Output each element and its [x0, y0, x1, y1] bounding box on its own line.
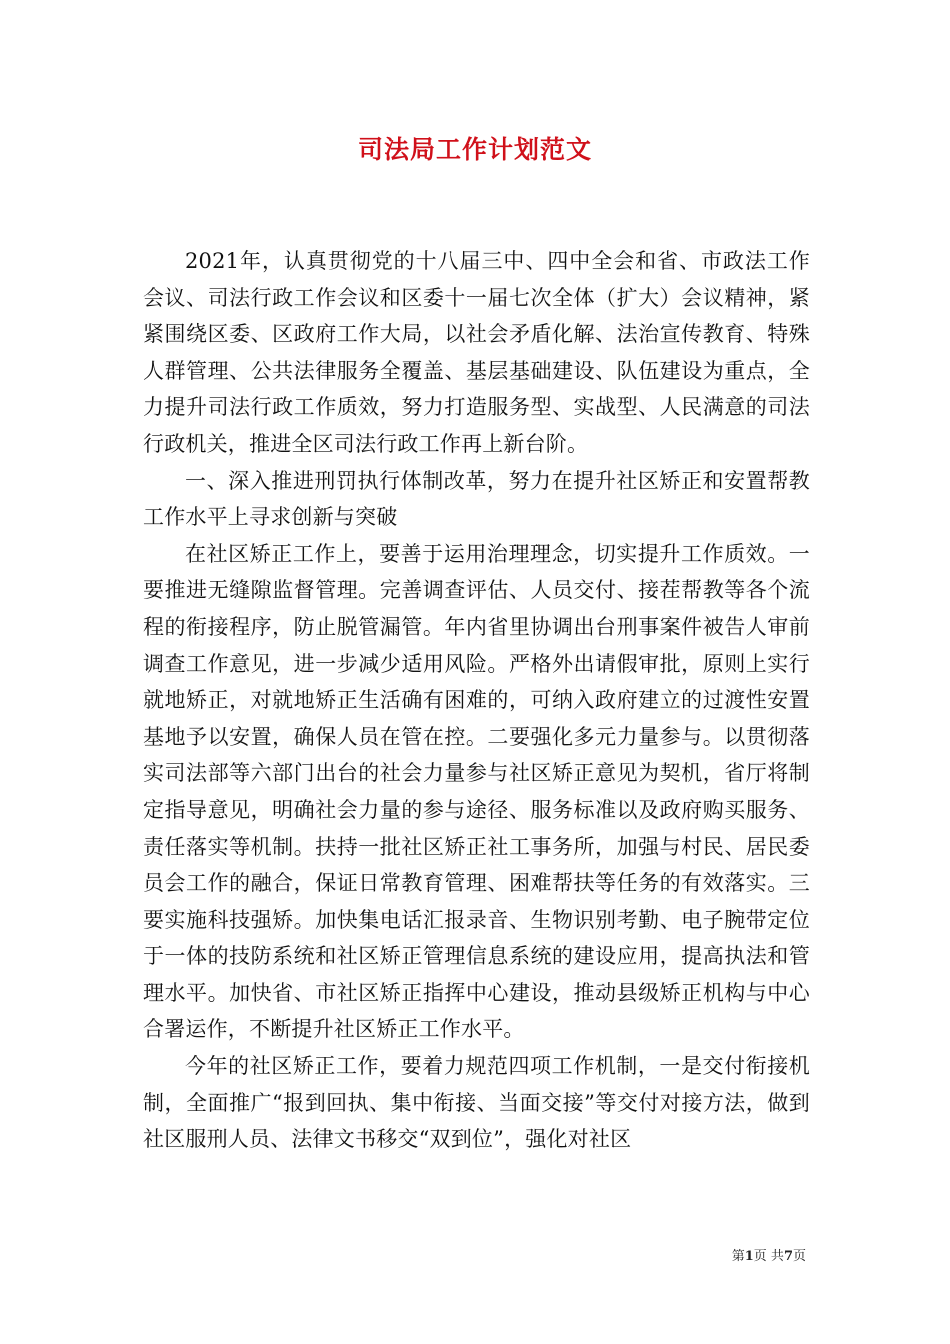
footer-current-page: 1 [744, 1249, 754, 1264]
document-title: 司法局工作计划范文 [357, 135, 592, 164]
paragraph-section-heading: 一、深入推进刑罚执行体制改革，努力在提升社区矫正和安置帮教工作水平上寻求创新与突破 [143, 468, 810, 530]
footer-total-pages: 7 [783, 1249, 793, 1264]
paragraph-intro: 2021年，认真贯彻党的十八届三中、四中全会和省、市政法工作会议、司法行政工作会议和区委十一届七次全体（扩大）会议精神，紧紧围绕区委、区政府工作大局，以社会矛盾化解、法治宣传教育、特殊人群管理、公共法律服务全覆盖、基层基础建设、队伍建设为重点，全力提升司法行政工作质效，努力打造服务型、实战型、人民满意的司法行政机关，推进全区司法行政工作再上新台阶。 [143, 249, 810, 456]
paragraph-community-correction: 在社区矫正工作上，要善于运用治理理念，切实提升工作质效。一要推进无缝隙监督管理。完善调查评估、人员交付、接茬帮教等各个流程的衔接程序，防止脱管漏管。年内省里协调出台刑事案件被告人审前调查工作意见，进一步减少适用风险。严格外出请假审批，原则上实行就地矫正，对就地矫正生活确有困难的，可纳入政府建立的过渡性安置基地予以安置，确保人员在管在控。二要强化多元力量参与。以贯彻落实司法部等六部门出台的社会力量参与社区矫正意见为契机，省厅将制定指导意见，明确社会力量的参与途径、服务标准以及政府购买服务、责任落实等机制。扶持一批社区矫正社工事务所，加强与村民、居民委员会工作的融合，保证日常教育管理、困难帮扶等任务的有效落实。三要实施科技强矫。加快集电话汇报录音、生物识别考勤、电子腕带定位于一体的技防系统和社区矫正管理信息系统的建设应用，提高执法和管理水平。加快省、市社区矫正指挥中心建设，推动县级矫正机构与中心合署运作，不断提升社区矫正工作水平。 [143, 541, 810, 1042]
page-footer [732, 1248, 806, 1266]
footer-middle: 页 共 [753, 1249, 784, 1264]
footer-prefix: 第 [731, 1249, 745, 1264]
footer-suffix: 页 [792, 1249, 806, 1264]
document-body [143, 243, 810, 1158]
paragraph-work-mechanisms: 今年的社区矫正工作，要着力规范四项工作机制，一是交付衔接机制，全面推广“报到回执、集中衔接、当面交接”等交付对接方法，做到社区服刑人员、法律文书移交“双到位”，强化对社区 [143, 1054, 810, 1152]
